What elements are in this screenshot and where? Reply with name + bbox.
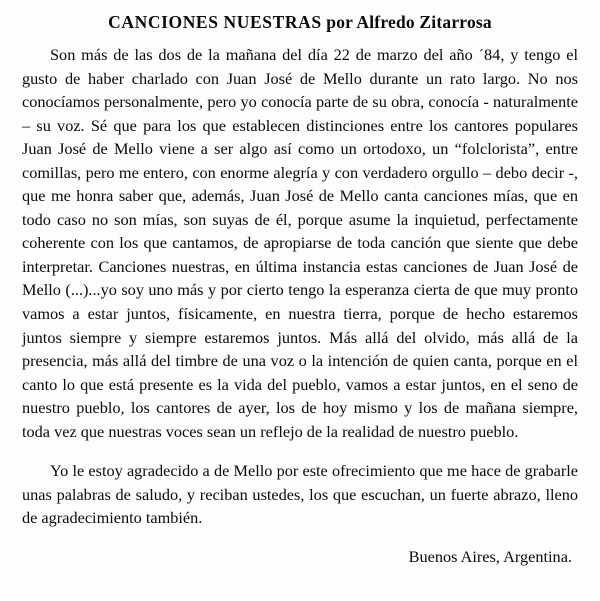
paragraph-1: Son más de las dos de la mañana del día 22 de marzo del año ´84, y tengo el gusto de haber charlado con Juan José de Mello durante un rato largo. No nos conocíamos personalmente, pero yo conocía parte de su obra, conocía - naturalmente – su voz. Sé que para los que establecen distinciones entre los cantores populares Juan José de Mello viene a ser algo así como un ortodoxo, un “folclorista”, entre comillas, pero me entero, con enorme alegría y con verdadero orgullo – debo decir -, que me honra saber que, además, Juan José de Mello canta canciones mías, que en todo caso no son mías, son suyas de él, porque asume la inquietud, perfectamente coherente con los que cantamos, de apropiarse de toda canción que siente que debe interpretar. Canciones nuestras, en última instancia estas canciones de Juan José de Mello (...)...yo soy uno más y por cierto tengo la esperanza cierta de que muy pronto vamos a estar juntos, físicamente, en nuestra tierra, porque de hecho estaremos juntos siempre y siempre estaremos juntos. Más allá del olvido, más allá de la presencia, más allá del timbre de una voz o la intención de quien canta, porque en el canto lo que está presente es la vida del pueblo, vamos a estar juntos, en el seno de nuestro pueblo, los cantores de ayer, los de hoy mismo y los de mañana siempre, toda vez que nuestras voces sean un reflejo de la realidad de nuestro pueblo. <box>22 45 578 441</box>
title-author: Alfredo Zitarrosa <box>356 12 492 32</box>
document-body <box>22 43 578 530</box>
title-main: CANCIONES NUESTRAS <box>108 12 322 32</box>
title-connector: por <box>321 12 357 32</box>
page-title <box>22 12 578 33</box>
paragraph-2: Yo le estoy agradecido a de Mello por este ofrecimiento que me hace de grabarle unas palabras de saludo, y reciban ustedes, los que escuchan, un fuerte abrazo, lleno de agradecimiento también. <box>22 461 578 528</box>
signature-line: Buenos Aires, Argentina. <box>408 546 572 566</box>
